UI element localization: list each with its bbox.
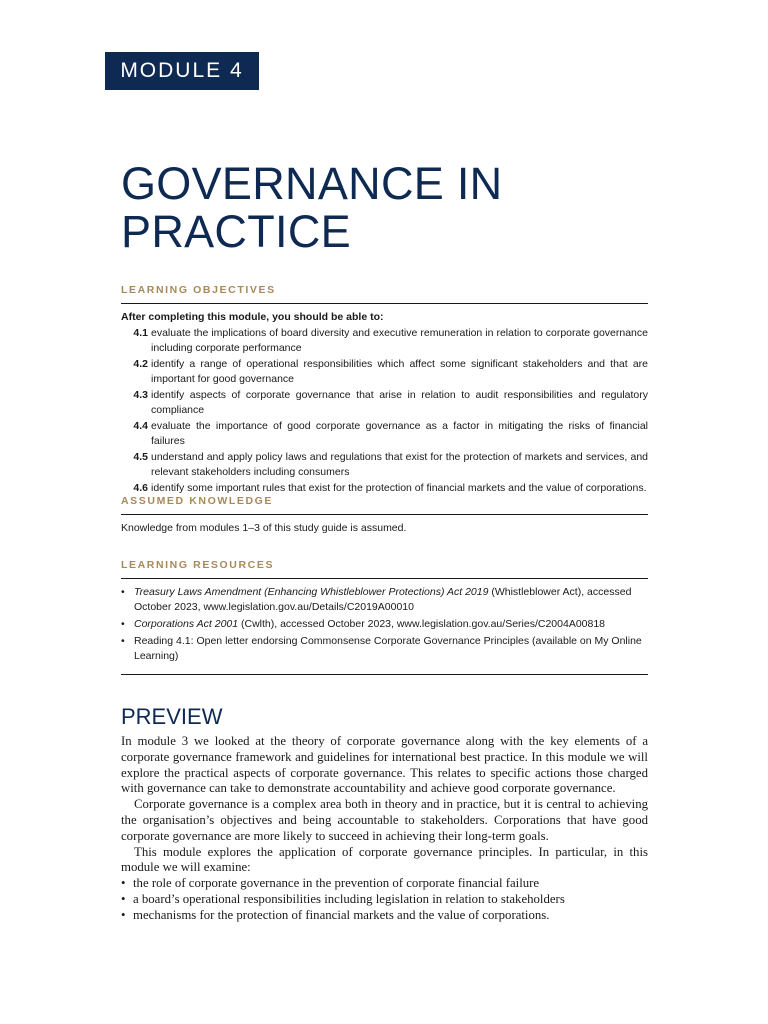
bullet: • xyxy=(121,876,126,891)
preview-body xyxy=(121,734,648,924)
preview-bullet-item xyxy=(121,908,648,924)
preview-bullet-text: a board’s operational responsibilities including legislation in relation to stakeholders xyxy=(133,891,565,906)
objective-text: identify a range of operational responsibilities which affect some significant stakeholders and that are important for good governance xyxy=(151,358,648,385)
objective-item xyxy=(121,326,648,356)
module-badge: MODULE 4 xyxy=(105,52,259,90)
resources-list xyxy=(121,585,648,666)
title-line-1: GOVERNANCE IN xyxy=(121,158,503,209)
resource-detail: (Whistleblower Act), accessed October 2023, www.legislation.gov.au/Details/C2019A00010 xyxy=(134,586,632,613)
preview-heading: PREVIEW xyxy=(121,704,223,729)
preview-bullet-item xyxy=(121,876,648,892)
objective-text: understand and apply policy laws and regulations that exist for the protection of markets and services, and relevant stakeholders including consumers xyxy=(151,451,648,478)
objective-item xyxy=(121,481,648,496)
objective-text: identify aspects of corporate governance that arise in relation to audit responsibilities and regulatory compliance xyxy=(151,389,648,416)
objective-number: 4.4 xyxy=(133,420,148,432)
resource-detail: (Cwlth), accessed October 2023, www.legislation.gov.au/Series/C2004A00818 xyxy=(238,618,606,630)
preview-bullet-text: the role of corporate governance in the prevention of corporate financial failure xyxy=(133,876,540,891)
page-title xyxy=(121,160,502,256)
objectives-intro: After completing this module, you should be able to: xyxy=(121,311,384,323)
preview-paragraph: This module explores the application of corporate governance principles. In particular, in this module we will examine: xyxy=(121,844,648,875)
objectives-list xyxy=(121,326,648,497)
bullet: • xyxy=(121,586,125,598)
objective-text: identify some important rules that exist for the protection of financial markets and the value of corporations. xyxy=(151,482,647,494)
objective-number: 4.6 xyxy=(133,482,148,494)
bullet: • xyxy=(121,635,125,647)
preview-paragraph: Corporate governance is a complex area both in theory and in practice, but it is central to achieving the organisation’s objectives and being accountable to stakeholders. Corporations that have good corporate governance are more likely to succeed in achieving their long-term goals. xyxy=(121,797,648,843)
resource-detail: Reading 4.1: Open letter endorsing Commonsense Corporate Governance Principles (available on My Online Learning) xyxy=(134,635,642,662)
title-line-2: PRACTICE xyxy=(121,206,351,257)
resource-item xyxy=(121,634,648,664)
resource-title: Treasury Laws Amendment (Enhancing Whistleblower Protections) Act 2019 xyxy=(134,586,489,598)
bullet: • xyxy=(121,891,126,906)
objective-number: 4.3 xyxy=(133,389,148,401)
preview-bullets xyxy=(121,876,648,923)
resource-item xyxy=(121,617,648,632)
learning-resources-heading: LEARNING RESOURCES xyxy=(121,559,648,579)
assumed-knowledge-heading: ASSUMED KNOWLEDGE xyxy=(121,495,648,515)
objective-text: evaluate the importance of good corporate governance as a factor in mitigating the risks of financial failures xyxy=(151,420,648,447)
resource-title: Corporations Act 2001 xyxy=(134,618,239,630)
resource-item xyxy=(121,585,648,615)
objective-item xyxy=(121,357,648,387)
objective-item xyxy=(121,388,648,418)
objective-number: 4.5 xyxy=(133,451,148,463)
objective-item xyxy=(121,450,648,480)
preview-bullet-text: mechanisms for the protection of financial markets and the value of corporations. xyxy=(133,907,550,922)
objective-text: evaluate the implications of board diversity and executive remuneration in relation to corporate governance including corporate performance xyxy=(151,327,648,354)
preview-bullet-item xyxy=(121,892,648,908)
objective-number: 4.1 xyxy=(133,327,148,339)
objective-item xyxy=(121,419,648,449)
preview-paragraph: In module 3 we looked at the theory of corporate governance along with the key elements of a corporate governance framework and guidelines for international best practice. In this module we will explore the practical aspects of corporate governance. This relates to specific actions those charged with governance can take to demonstrate accountability and achieve good corporate governance. xyxy=(121,734,648,796)
bullet: • xyxy=(121,907,126,922)
learning-objectives-heading: LEARNING OBJECTIVES xyxy=(121,284,648,304)
section-divider xyxy=(121,674,648,675)
bullet: • xyxy=(121,618,125,630)
objective-number: 4.2 xyxy=(133,358,148,370)
assumed-knowledge-text: Knowledge from modules 1–3 of this study guide is assumed. xyxy=(121,522,407,534)
